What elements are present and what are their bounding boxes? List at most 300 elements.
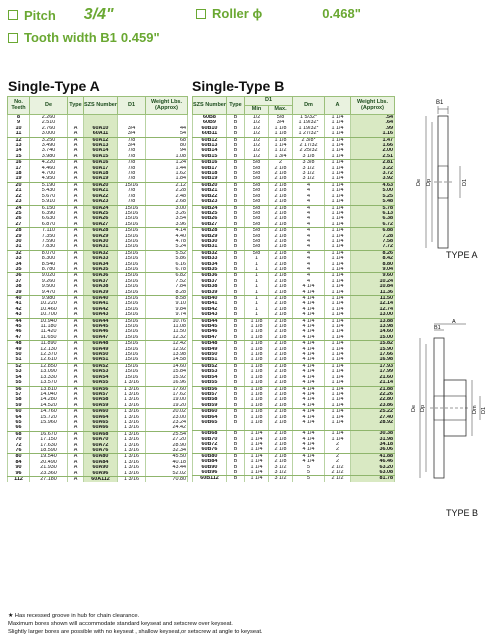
d1-cell: 15/16 — [118, 267, 146, 273]
szs-cell: 60B43 — [193, 312, 227, 318]
table-row — [193, 476, 395, 482]
d1-min-cell: 5/8 — [245, 216, 269, 221]
d1-max-cell: 2 1/8 — [269, 296, 293, 302]
table-row — [8, 477, 188, 483]
d1-max-cell: 2 1/8 — [269, 409, 293, 415]
d1-max-cell: 2 1/8 — [269, 176, 293, 182]
szs-cell: 60B44 — [193, 318, 227, 324]
teeth-cell: 53 — [8, 369, 30, 374]
d1-min-cell: 1 — [245, 296, 269, 302]
a-cell: 1 1/4 — [325, 409, 351, 415]
d1-max-cell: 2 1/8 — [269, 386, 293, 392]
type-cell: B — [227, 459, 245, 464]
szs-cell: 60A45 — [84, 324, 118, 329]
a-cell: 1 1/4 — [325, 244, 351, 250]
weight-cell: 5.25 — [351, 194, 395, 199]
d1-max-cell: 2 1/8 — [269, 301, 293, 306]
szs-cell: 60A10 — [84, 126, 118, 131]
szs-cell: 60B18 — [193, 171, 227, 176]
type-cell: A — [68, 126, 84, 131]
a-cell: 1 1/4 — [325, 137, 351, 143]
de-cell: 9.260 — [30, 279, 68, 284]
a-cell: 1 1/4 — [325, 431, 351, 437]
szs-cell: 60B36 — [193, 273, 227, 279]
d1-cell: 15/16 — [118, 211, 146, 216]
teeth-cell: 26 — [8, 216, 30, 221]
szs-cell: 60A28 — [84, 228, 118, 234]
type-cell: B — [227, 431, 245, 437]
b1-label-a: B1 — [436, 100, 444, 106]
szs-cell: 60B84 — [193, 459, 227, 464]
d1-cell: 15/16 — [118, 357, 146, 363]
szs-cell: 60A30 — [84, 239, 118, 244]
de-cell: 27.180 — [30, 477, 68, 483]
type-cell: B — [227, 176, 245, 182]
type-cell: A — [68, 403, 84, 409]
weight-cell: 21.60 — [351, 375, 395, 380]
dm-cell: 4 — [293, 250, 325, 256]
dm-cell: 4 1/4 — [293, 420, 325, 425]
dm-cell: 4 1/4 — [293, 415, 325, 420]
d1-min-cell: 1 1/4 — [245, 476, 269, 482]
type-cell: B — [227, 470, 245, 476]
de-cell: 9.020 — [30, 273, 68, 279]
weight-cell: 3.22 — [351, 166, 395, 171]
d1-min-cell: 1 — [245, 312, 269, 318]
d1-cell: 1 3/16 — [118, 477, 146, 483]
weight-cell: 2.68 — [146, 199, 188, 205]
szs-cell: 60B12 — [193, 137, 227, 143]
teeth-cell: 8 — [8, 115, 30, 121]
type-cell: B — [227, 148, 245, 153]
d1-max-cell: 2 1/8 — [269, 447, 293, 453]
type-cell: B — [227, 380, 245, 386]
teeth-cell: 32 — [8, 250, 30, 256]
d1-min-cell: 1 1/8 — [245, 352, 269, 357]
d1-max-cell: 1 1/8 — [269, 131, 293, 137]
d1-min-cell: 1 1/8 — [245, 375, 269, 380]
weight-cell: 10.24 — [351, 279, 395, 284]
d1-cell: 1 3/16 — [118, 471, 146, 477]
de-cell: 6.870 — [30, 222, 68, 228]
d1-cell: 15/16 — [118, 250, 146, 256]
checkbox-icon — [8, 33, 18, 43]
type-cell: B — [227, 296, 245, 302]
szs-cell: 60A36 — [84, 273, 118, 279]
footnote: ★ Has recessed groove in hub for chain clearance. — [8, 613, 140, 619]
weight-cell: 5.00 — [351, 188, 395, 193]
a-cell: 1 1/4 — [325, 148, 351, 153]
teeth-cell: 47 — [8, 335, 30, 341]
type-cell: A — [68, 347, 84, 352]
type-cell: A — [68, 397, 84, 402]
type-cell: A — [68, 363, 84, 369]
szs-cell: 60A48 — [84, 341, 118, 347]
a-cell: 1 1/4 — [325, 176, 351, 182]
a-cell: 1 1/4 — [325, 403, 351, 409]
weight-cell: 28.90 — [146, 443, 188, 448]
de-cell: 2.260 — [30, 115, 68, 121]
dm-cell: 4 — [293, 267, 325, 273]
d1-max-cell: 2 1/8 — [269, 392, 293, 397]
a-cell: 1 1/4 — [325, 262, 351, 267]
a-cell: 2 — [325, 442, 351, 447]
teeth-cell: 30 — [8, 239, 30, 244]
dm-cell: 1 5/32* — [293, 115, 325, 121]
de-cell: 12.610 — [30, 357, 68, 363]
d1-min-cell: 1 — [245, 290, 269, 296]
weight-cell: 31.98 — [351, 437, 395, 442]
dm-cell: 4 1/4 — [293, 352, 325, 357]
weight-cell: 15.90 — [351, 347, 395, 352]
weight-cell: 1.44 — [146, 166, 188, 171]
szs-cell: 60B17 — [193, 166, 227, 171]
a-cell: 1 1/4 — [325, 318, 351, 324]
type-b-title: Single-Type B — [192, 78, 285, 94]
szs-cell: 60A56 — [84, 386, 118, 392]
weight-cell: 15.82 — [351, 341, 395, 347]
de-cell: 6.630 — [30, 216, 68, 221]
type-cell: A — [68, 465, 84, 470]
type-cell: B — [227, 347, 245, 352]
dm-cell: 4 — [293, 222, 325, 228]
weight-cell: 45.50 — [146, 454, 188, 460]
d1-cell: 15/16 — [118, 216, 146, 221]
a-cell: 1 1/4 — [325, 194, 351, 199]
d1-cell: 7/8 — [118, 166, 146, 171]
d1-max-cell: 2 1/8 — [269, 369, 293, 374]
szs-cell: 60A46 — [84, 329, 118, 334]
a-cell: 2 — [325, 459, 351, 464]
de-cell: 11.890 — [30, 341, 68, 347]
weight-cell: 24.42 — [146, 425, 188, 431]
de-label-a: De — [416, 178, 422, 186]
type-cell: B — [227, 143, 245, 148]
d1-min-cell: 1/2 — [245, 154, 269, 160]
d1-min-cell: 1 1/8 — [245, 341, 269, 347]
weight-cell: 13.98 — [146, 352, 188, 357]
a-cell: 1 1/4 — [325, 205, 351, 211]
d1-cell: 1 3/16 — [118, 460, 146, 465]
weight-cell: 5.86 — [146, 256, 188, 261]
dm-cell: 4 1/4 — [293, 347, 325, 352]
teeth-cell: 76 — [8, 448, 30, 454]
a-cell: 1 1/4 — [325, 386, 351, 392]
type-cell: A — [68, 301, 84, 306]
dm-cell: 4 1/4 — [293, 335, 325, 341]
type-cell: B — [227, 222, 245, 228]
d1-min-cell: 1 1/4 — [245, 447, 269, 453]
de-cell: 8.780 — [30, 267, 68, 273]
d1-cell: 15/16 — [118, 329, 146, 334]
type-a-diagram — [404, 96, 488, 266]
d1-max-cell: 2 1/8 — [269, 397, 293, 402]
d1-min-cell: 1 1/4 — [245, 453, 269, 459]
d1-min-cell: 1 1/8 — [245, 357, 269, 363]
weight-cell: 11.50 — [146, 329, 188, 334]
teeth-cell: 84 — [8, 460, 30, 465]
d1-cell: 15/16 — [118, 262, 146, 267]
d1-max-cell: 2 1/8 — [269, 341, 293, 347]
szs-cell: 60A12 — [84, 137, 118, 143]
de-cell: 23.360 — [30, 471, 68, 477]
type-cell: A — [68, 448, 84, 454]
a-cell: 1 1/4 — [325, 335, 351, 341]
teeth-cell: 80 — [8, 454, 30, 460]
checkbox-icon — [196, 9, 206, 19]
weight-cell: 7.58 — [351, 239, 395, 244]
de-cell: 8.070 — [30, 250, 68, 256]
teeth-cell: 15 — [8, 154, 30, 160]
col-header-d1-b: D1 — [245, 97, 293, 106]
weight-cell: 3.54 — [146, 216, 188, 221]
teeth-cell: 64 — [8, 415, 30, 420]
col-header-type-b: Type — [227, 97, 245, 115]
szs-cell: 60A54 — [84, 375, 118, 380]
dp-label-b: Dp — [420, 404, 426, 412]
szs-cell: 60B48 — [193, 341, 227, 347]
roller-label: Roller ϕ — [212, 6, 263, 21]
de-cell: 21.930 — [30, 465, 68, 470]
type-cell: A — [68, 477, 84, 483]
type-cell: A — [68, 392, 84, 397]
szs-cell: 60A84 — [84, 460, 118, 465]
de-cell: 11.420 — [30, 329, 68, 334]
a-cell: 2 — [325, 453, 351, 459]
dm-cell: 4 1/4 — [293, 341, 325, 347]
roller-spec — [196, 6, 361, 21]
d1-min-cell: 1 1/8 — [245, 329, 269, 334]
de-cell: 5.670 — [30, 194, 68, 199]
weight-cell: .64 — [351, 120, 395, 125]
weight-cell: 52.02 — [146, 471, 188, 477]
type-cell: B — [227, 216, 245, 221]
d1-max-cell: 2 1/8 — [269, 415, 293, 420]
type-cell: B — [227, 409, 245, 415]
szs-cell: 60B49 — [193, 347, 227, 352]
dm-cell: 4 1/4 — [293, 453, 325, 459]
d1-cell: 15/16 — [118, 352, 146, 357]
szs-cell: 60B54 — [193, 375, 227, 380]
teeth-cell: 13 — [8, 143, 30, 148]
col-header-d1: D1 — [118, 97, 146, 115]
d1-min-cell: 5/8 — [245, 222, 269, 228]
teeth-cell: 9 — [8, 120, 30, 125]
d1-min-cell: 1 — [245, 301, 269, 306]
d1-min-cell: 1 — [245, 267, 269, 273]
type-cell: B — [227, 120, 245, 125]
weight-cell: 15.00 — [351, 335, 395, 341]
weight-cell: 9.60 — [351, 273, 395, 279]
d1-cell: 1 3/16 — [118, 425, 146, 431]
type-cell: B — [227, 324, 245, 329]
d1-max-cell: 2 1/8 — [269, 459, 293, 464]
weight-cell: 2.28 — [146, 188, 188, 193]
a-cell: 1 1/4 — [325, 279, 351, 284]
dm-cell: 4 1/4 — [293, 392, 325, 397]
de-cell: 13.330 — [30, 375, 68, 380]
weight-cell: 13.88 — [351, 318, 395, 324]
teeth-cell: 65 — [8, 420, 30, 425]
d1-max-cell: 2 1/8 — [269, 188, 293, 193]
d1-max-cell: 1 1/4 — [269, 143, 293, 148]
de-cell: 4.460 — [30, 166, 68, 171]
dm-cell: 4 — [293, 205, 325, 211]
szs-cell: 60A68 — [84, 431, 118, 437]
d1-max-cell: 2 1/8 — [269, 267, 293, 273]
dm-cell: 4 1/4 — [293, 459, 325, 464]
teeth-cell: 10 — [8, 126, 30, 131]
d1-max-cell: 2 1/8 — [269, 222, 293, 228]
szs-cell: 60B9 — [193, 120, 227, 125]
teeth-cell: 41 — [8, 301, 30, 306]
szs-cell: 60A20 — [84, 182, 118, 188]
type-cell: B — [227, 375, 245, 380]
teeth-cell: 14 — [8, 148, 30, 153]
a-cell: 1 1/4 — [325, 363, 351, 369]
d1-label-b: D1 — [481, 406, 487, 414]
type-cell: A — [68, 290, 84, 296]
weight-cell: 9.04 — [351, 267, 395, 273]
type-cell: B — [227, 284, 245, 289]
type-cell: B — [227, 160, 245, 166]
weight-cell: 2.00 — [351, 148, 395, 153]
tooth-width-label: Tooth width B1 — [24, 30, 117, 45]
type-a-rows — [8, 115, 188, 483]
d1-max-cell: 1 1/8 — [269, 126, 293, 131]
type-cell: A — [68, 250, 84, 256]
d1-max-cell: 2 1/8 — [269, 205, 293, 211]
type-cell: B — [227, 211, 245, 216]
dm-cell: 4 1/4 — [293, 375, 325, 380]
d1-max-cell: 2 1/8 — [269, 352, 293, 357]
d1-cell: 1 3/16 — [118, 392, 146, 397]
type-cell: A — [68, 256, 84, 261]
a-cell: 1 1/4 — [325, 256, 351, 261]
d1-min-cell: 5/8 — [245, 199, 269, 205]
d1-min-cell: 1 1/8 — [245, 347, 269, 352]
type-cell: B — [227, 228, 245, 234]
d1-cell: 1 3/16 — [118, 409, 146, 415]
szs-cell: 60B13 — [193, 143, 227, 148]
weight-cell: 7.52 — [146, 279, 188, 284]
szs-cell: 60B52 — [193, 363, 227, 369]
a-cell: 1 1/4 — [325, 301, 351, 306]
szs-cell: 60B26 — [193, 216, 227, 221]
de-cell: 18.590 — [30, 448, 68, 454]
d1-min-cell: 1/2 — [245, 131, 269, 137]
d1-max-cell: 2 1/8 — [269, 244, 293, 250]
weight-cell: 23.86 — [351, 403, 395, 409]
de-cell: 14.040 — [30, 392, 68, 397]
teeth-cell: 52 — [8, 363, 30, 369]
de-cell: 3.980 — [30, 154, 68, 160]
weight-cell: 1.08 — [146, 154, 188, 160]
type-cell: B — [227, 363, 245, 369]
weight-cell: .54 — [351, 115, 395, 121]
a-cell: 1 1/4 — [325, 154, 351, 160]
de-cell: 17.630 — [30, 443, 68, 448]
type-cell: B — [227, 166, 245, 171]
de-cell: 12.370 — [30, 352, 68, 357]
szs-cell: 60B72 — [193, 442, 227, 447]
szs-cell: 60A11 — [84, 131, 118, 137]
szs-cell: 60A37 — [84, 279, 118, 284]
dm-cell: 4 1/4 — [293, 380, 325, 386]
type-cell: A — [68, 279, 84, 284]
szs-cell: 60B24 — [193, 205, 227, 211]
type-cell: A — [68, 443, 84, 448]
szs-cell: 60B23 — [193, 199, 227, 205]
d1-cell: 15/16 — [118, 228, 146, 234]
d1-min-cell: 1 1/8 — [245, 363, 269, 369]
teeth-cell: 45 — [8, 324, 30, 329]
de-cell: 2.510 — [30, 120, 68, 125]
a-cell: 1 1/4 — [325, 143, 351, 148]
szs-cell: 60B10 — [193, 126, 227, 131]
weight-cell: 12.14 — [351, 301, 395, 306]
weight-cell: 4.78 — [146, 239, 188, 244]
d1-min-cell: 1 1/4 — [245, 465, 269, 470]
a-cell: 1 1/4 — [325, 290, 351, 296]
weight-cell: 8.80 — [351, 262, 395, 267]
teeth-cell: 46 — [8, 329, 30, 334]
a-cell: 1 1/4 — [325, 284, 351, 289]
de-cell: 9.980 — [30, 296, 68, 302]
szs-cell: 60B70 — [193, 437, 227, 442]
d1-max-cell: 2 1/8 — [269, 437, 293, 442]
szs-cell: 60B11 — [193, 131, 227, 137]
weight-cell: 8.28 — [146, 290, 188, 296]
type-cell: B — [227, 234, 245, 239]
szs-cell: 60A64 — [84, 415, 118, 420]
a-cell: 1 1/4 — [325, 347, 351, 352]
teeth-cell: 31 — [8, 244, 30, 250]
type-cell: B — [227, 194, 245, 199]
type-cell: B — [227, 250, 245, 256]
weight-cell: 27.40 — [351, 415, 395, 420]
dm-cell: 4 — [293, 228, 325, 234]
dm-cell: 4 1/4 — [293, 442, 325, 447]
type-b-diagram — [404, 318, 488, 498]
dm-cell: 4 1/4 — [293, 296, 325, 302]
szs-cell: 60A80 — [84, 454, 118, 460]
weight-cell: 54 — [146, 131, 188, 137]
szs-cell: 60B45 — [193, 324, 227, 329]
pitch-label: Pitch — [24, 7, 56, 23]
dm-cell: 4 — [293, 244, 325, 250]
type-cell: A — [68, 357, 84, 363]
szs-cell: 60B59 — [193, 403, 227, 409]
type-cell: B — [227, 386, 245, 392]
type-cell: A — [68, 471, 84, 477]
weight-cell: 12.32 — [146, 335, 188, 341]
type-cell: B — [227, 476, 245, 482]
de-cell: 15.960 — [30, 420, 68, 425]
weight-cell: 6.78 — [146, 267, 188, 273]
szs-cell: 60B47 — [193, 335, 227, 341]
type-cell: B — [227, 420, 245, 425]
szs-cell: 60A40 — [84, 296, 118, 302]
weight-cell: .99 — [351, 126, 395, 131]
a-cell: 1 1/4 — [325, 392, 351, 397]
weight-cell: 1.47 — [351, 137, 395, 143]
d1-min-cell: 1 1/4 — [245, 442, 269, 447]
de-cell: 9.470 — [30, 290, 68, 296]
weight-cell: 22.26 — [351, 392, 395, 397]
de-cell: 5.430 — [30, 188, 68, 193]
col-header-weight: Weight Lbs. (Approx) — [146, 97, 188, 115]
